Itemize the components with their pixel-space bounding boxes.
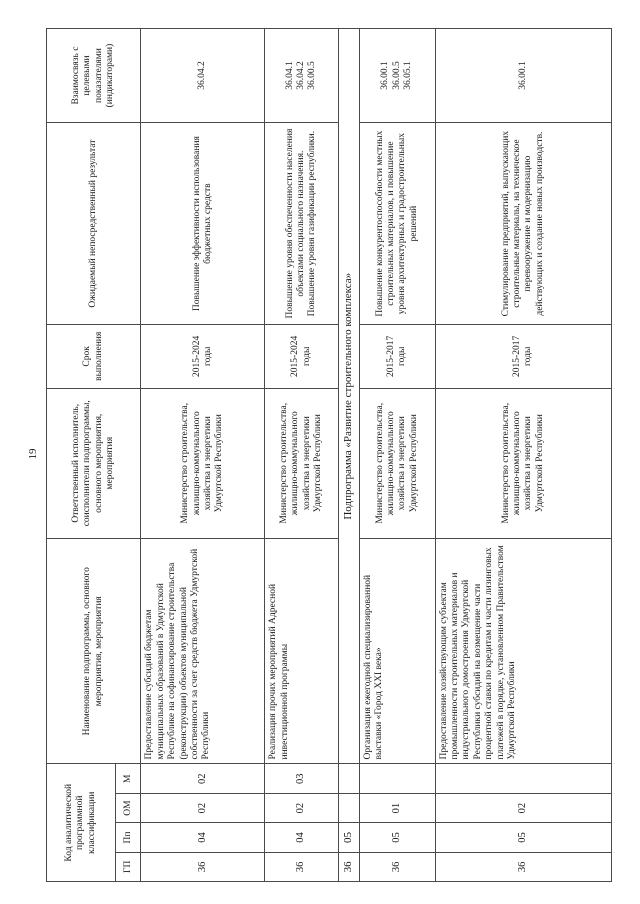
cell-result: Повышение конкурентоспособности местных строительных материалов, и повышение уровня архитектурных и градостроительных решений [360, 123, 436, 325]
cell-m [360, 764, 436, 793]
cell-gp: 36 [435, 852, 611, 881]
cell-link [265, 29, 338, 123]
cell-pp: 05 [360, 823, 436, 852]
header-responsible: Ответственный исполнитель, соисполнители подпрограммы, основного мероприятия, мероприятия [47, 388, 141, 538]
cell-term: 2015-2024 годы [265, 325, 338, 388]
cell-link [141, 29, 265, 123]
cell-om: 01 [360, 793, 436, 822]
cell-m: 03 [265, 764, 338, 793]
cell-gp: 36 [338, 852, 359, 881]
subprogram-title: Подпрограмма «Развитие строительного комплекса» [338, 29, 359, 765]
header-gp: ГП [116, 852, 141, 881]
cell-pp: 05 [435, 823, 611, 852]
cell-name: Реализация прочих мероприятий Адресной инвестиционной программы [265, 538, 338, 764]
header-row-1 [47, 29, 116, 882]
rotated-table-wrapper [46, 28, 612, 882]
table-row [360, 29, 436, 882]
cell-gp: 36 [141, 852, 265, 881]
header-pp: Пп [116, 823, 141, 852]
cell-term: 2015-2017 годы [435, 325, 611, 388]
cell-link [435, 29, 611, 123]
table-row [435, 29, 611, 882]
cell-responsible: Министерство строительства, жилищно-коммунального хозяйства и энергетики Удмуртской Республики [265, 388, 338, 538]
subprogram-row [338, 29, 359, 882]
cell-term: 2015-2024 годы [141, 325, 265, 388]
page-number: 19 [27, 448, 39, 460]
program-table [46, 28, 612, 882]
cell-pp: 04 [265, 823, 338, 852]
table-row [141, 29, 265, 882]
header-m: М [116, 764, 141, 793]
cell-responsible: Министерство строительства, жилищно-коммунального хозяйства и энергетики Удмуртской Республики [141, 388, 265, 538]
cell-name: Организация ежегодной специализированной выставки «Город XXI века» [360, 538, 436, 764]
cell-result: Стимулирование предприятий, выпускающих строительные материалы, на техническое перевооружение и модернизацию действующих и создание новых производств. [435, 123, 611, 325]
link-value: 36.04.2 [295, 61, 306, 90]
cell-link [360, 29, 436, 123]
cell-pp: 05 [338, 823, 359, 852]
cell-term: 2015-2017 годы [360, 325, 436, 388]
link-value: 36.00.5 [391, 61, 402, 90]
table-row [265, 29, 338, 882]
cell-m: 02 [141, 764, 265, 793]
cell-name: Предоставление субсидий бюджетам муниципальных образований в Удмуртской Республике на софинансирование строительства (реконструкции) объектов муниципальной собственности за счет средств бюджета Удмуртской Республики [141, 538, 265, 764]
cell-om: 02 [435, 793, 611, 822]
cell-responsible: Министерство строительства, жилищно-коммунального хозяйства и энергетики Удмуртской Республики [360, 388, 436, 538]
header-code-group: Код аналитической программной классификации [47, 764, 116, 882]
cell-m [435, 764, 611, 793]
cell-gp: 36 [265, 852, 338, 881]
link-value: 36.05.1 [403, 61, 413, 90]
link-value: 36.00.1 [380, 61, 391, 90]
header-name: Наименование подпрограммы, основного мероприятия, мероприятия [47, 538, 141, 764]
header-om: ОМ [116, 793, 141, 822]
cell-responsible: Министерство строительства, жилищно-коммунального хозяйства и энергетики Удмуртской Республики [435, 388, 611, 538]
header-link: Взаимосвязь с целевыми показателями (индикаторами) [47, 29, 141, 123]
cell-pp: 04 [141, 823, 265, 852]
cell-result: Повышение эффективности использования бюджетных средств [141, 123, 265, 325]
cell-result: Повышение уровня обеспеченности населения объектами социального назначения. Повышение уровня газификации республики. [265, 123, 338, 325]
cell-om: 02 [141, 793, 265, 822]
cell-om: 02 [265, 793, 338, 822]
link-value: 36.04.1 [284, 61, 295, 90]
cell-gp: 36 [360, 852, 436, 881]
link-value: 36.00.1 [517, 61, 528, 90]
link-value: 36.00.5 [307, 61, 318, 90]
header-term: Срок выполнения [47, 325, 141, 388]
header-result: Ожидаемый непосредственный результат [47, 123, 141, 325]
cell-name: Предоставление хозяйствующим субъектам промышленности строительных материалов и индустриального домостроения Удмуртской Республики субсидий на возмещение части процентной ставки по кредитам и части лизинговых платежей в порядке, установленном Правительством Удмуртской Республики [435, 538, 611, 764]
link-value: 36.04.2 [197, 61, 208, 90]
